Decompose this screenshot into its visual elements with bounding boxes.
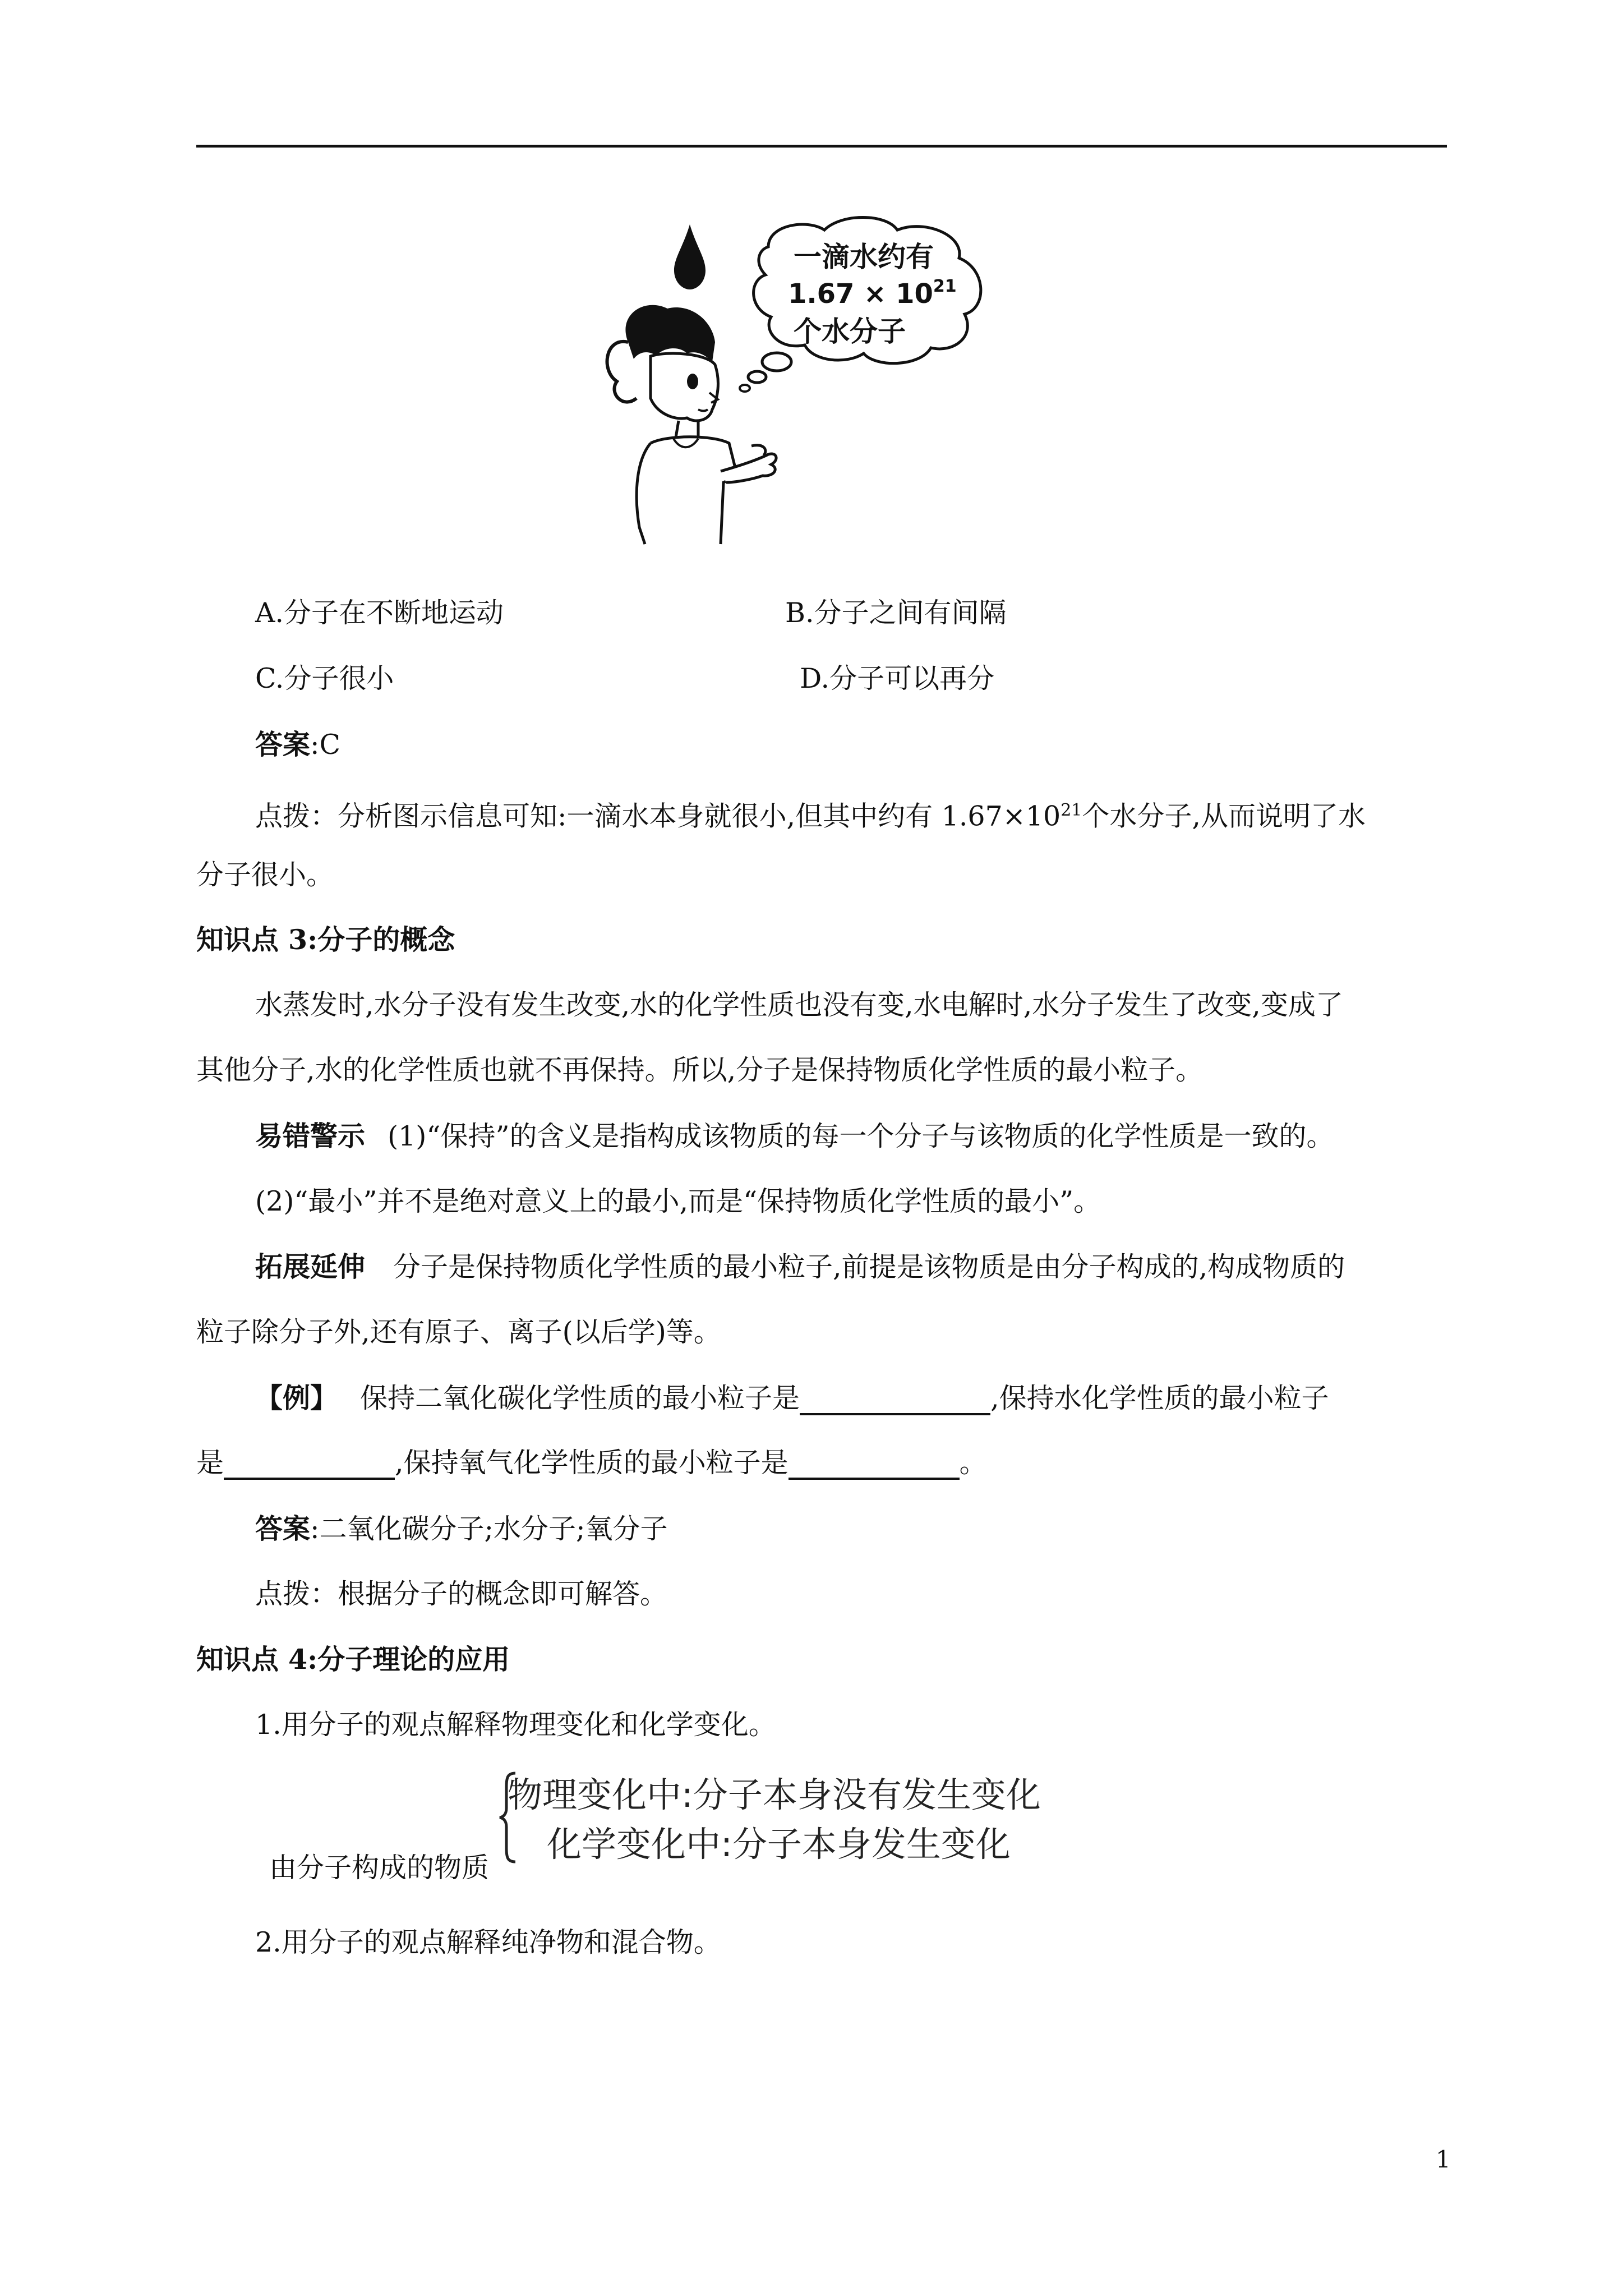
k3-heading: 知识点 3:分子的概念 <box>196 923 455 956</box>
answer-line <box>255 728 340 762</box>
warning-line-2: (2)“最小”并不是绝对意义上的最小,而是“保持物质化学性质的最小”。 <box>255 1185 1101 1217</box>
example-hint-label: 点拨： <box>255 1578 338 1610</box>
example-label: 【例】 <box>255 1382 338 1414</box>
example-line2 <box>196 1446 987 1480</box>
extension-text: 分子是保持物质化学性质的最小粒子,前提是该物质是由分子构成的,构成物质的 <box>393 1251 1345 1283</box>
k4-heading: 知识点 4:分子理论的应用 <box>196 1643 510 1676</box>
water-drop-icon <box>674 224 706 289</box>
example-text-2a: 是 <box>196 1447 224 1479</box>
answer-value: :C <box>310 729 341 761</box>
option-d: D.分子可以再分 <box>800 662 995 694</box>
warning-label: 易错警示 <box>255 1120 366 1152</box>
extension-line <box>255 1250 1345 1284</box>
example-blank-1 <box>800 1384 990 1415</box>
k4-item1: 1.用分子的观点解释物理变化和化学变化。 <box>255 1709 776 1741</box>
warning-text: (1)“保持”的含义是指构成该物质的每一个分子与该物质的化学性质是一致的。 <box>388 1120 1334 1152</box>
bubble-line1: 一滴水约有 <box>794 241 934 273</box>
bracket-physical-change: 物理变化中:分子本身没有发生变化 <box>508 1774 1041 1815</box>
hint-line-2: 分子很小。 <box>196 859 334 891</box>
bracket-chemical-change: 化学变化中:分子本身发生变化 <box>547 1824 1011 1865</box>
option-c: C.分子很小 <box>255 662 394 694</box>
hint-text-1: 分析图示信息可知:一滴水本身就很小,但其中约有 1.67×10 <box>338 800 1061 832</box>
girl-body <box>637 437 737 544</box>
example-blank-3 <box>789 1448 960 1480</box>
example-answer-value: :二氧化碳分子;水分子;氧分子 <box>310 1513 668 1545</box>
example-text-1b: ,保持水化学性质的最小粒子 <box>990 1382 1329 1414</box>
hint-line <box>255 794 1366 833</box>
option-a: A.分子在不断地运动 <box>255 597 504 629</box>
example-answer-label: 答案 <box>255 1512 311 1545</box>
example-hint-text: 根据分子的概念即可解答。 <box>338 1578 668 1610</box>
example-text-2b: ,保持氧气化学性质的最小粒子是 <box>395 1447 789 1479</box>
bracket-label: 由分子构成的物质 <box>269 1852 490 1884</box>
option-b: B.分子之间有间隔 <box>785 597 1007 629</box>
bubble-exponent: 21 <box>933 277 957 296</box>
example-line1 <box>255 1381 1329 1415</box>
k4-item2: 2.用分子的观点解释纯净物和混合物。 <box>255 1926 721 1958</box>
example-text-1a: 保持二氧化碳化学性质的最小粒子是 <box>360 1382 800 1414</box>
example-hint-line <box>255 1577 667 1611</box>
bubble-line3: 个水分子 <box>794 315 906 348</box>
hint-label: 点拨： <box>255 800 338 832</box>
svg-text:1.67 × 1021 <box>788 277 957 310</box>
warning-line <box>255 1119 1334 1153</box>
hint-exponent: 21 <box>1061 800 1082 820</box>
example-text-2c: 。 <box>959 1447 987 1479</box>
example-answer-line <box>255 1512 668 1546</box>
answer-label: 答案 <box>255 728 311 761</box>
hint-text-2: 个水分子,从而说明了水 <box>1082 800 1366 832</box>
page-number: 1 <box>1436 2146 1451 2173</box>
girl-thinking-illustration <box>583 213 1043 550</box>
extension-label: 拓展延伸 <box>255 1250 366 1283</box>
bubble-number: 1.67 × 10 <box>788 278 933 310</box>
header-rule <box>196 145 1447 148</box>
example-blank-2 <box>224 1448 395 1480</box>
k3-para-line2: 其他分子,水的化学性质也就不再保持。所以,分子是保持物质化学性质的最小粒子。 <box>196 1054 1204 1086</box>
k3-para-line1: 水蒸发时,水分子没有发生改变,水的化学性质也没有变,水电解时,水分子发生了改变,变成了 <box>255 989 1343 1021</box>
extension-line-2: 粒子除分子外,还有原子、离子(以后学)等。 <box>196 1316 721 1348</box>
